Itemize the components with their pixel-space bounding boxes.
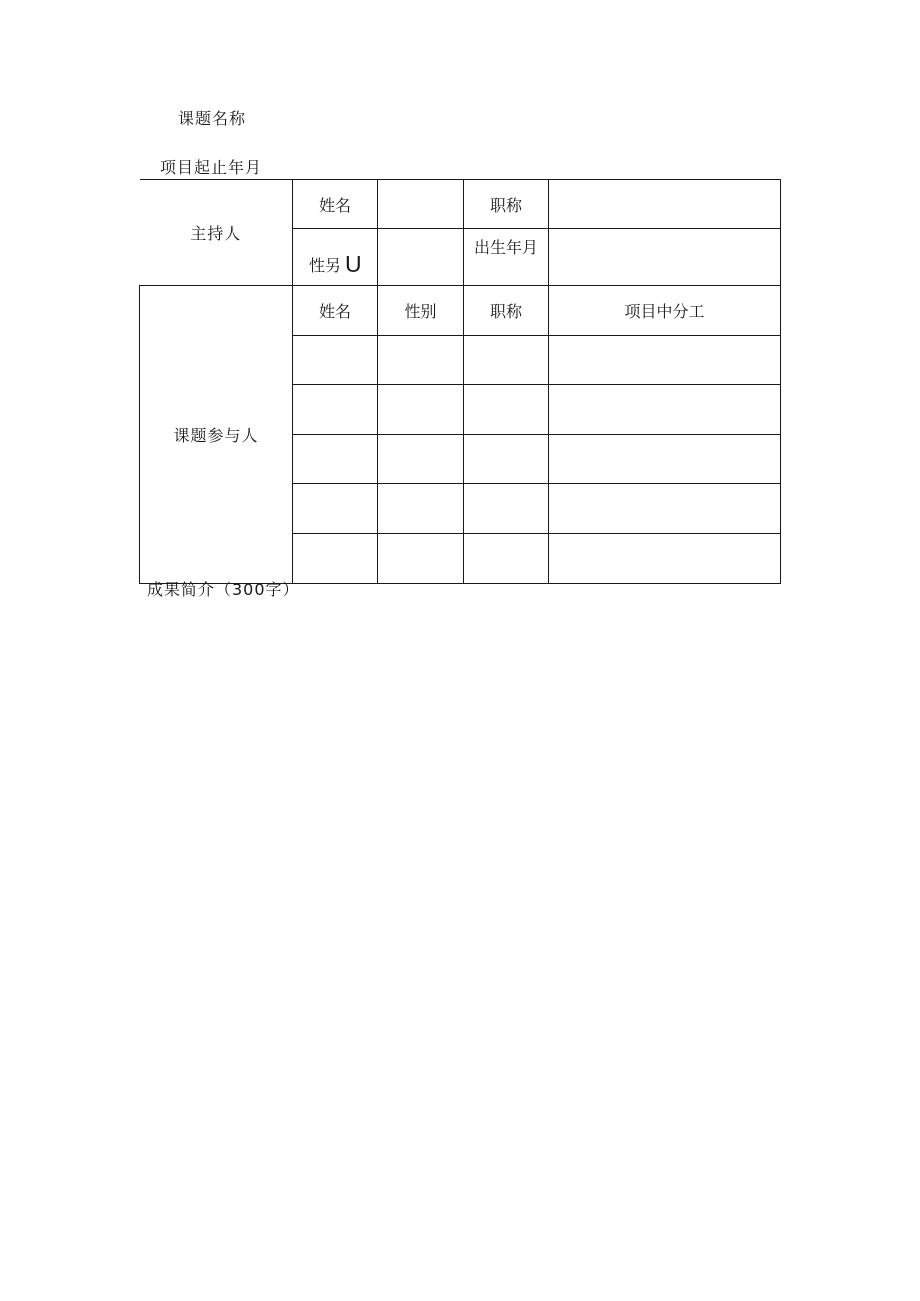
host-name-value[interactable]	[378, 180, 464, 229]
participant-gender-cell[interactable]	[378, 385, 464, 435]
participant-name-cell[interactable]	[293, 335, 378, 385]
participants-header-title: 职称	[464, 286, 549, 336]
participant-name-cell[interactable]	[293, 385, 378, 435]
host-label: 主持人	[140, 180, 293, 286]
participant-title-cell[interactable]	[464, 385, 549, 435]
host-birth-label: 出生年月	[464, 229, 549, 286]
participant-gender-cell[interactable]	[378, 335, 464, 385]
participants-label: 课题参与人	[140, 286, 293, 584]
host-row-1	[140, 180, 781, 229]
host-gender-label-cell	[293, 229, 378, 286]
participant-role-cell[interactable]	[549, 335, 781, 385]
host-gender-label: 性另	[309, 256, 342, 275]
participant-title-cell[interactable]	[464, 434, 549, 484]
project-info-table	[139, 179, 781, 584]
participant-title-cell[interactable]	[464, 484, 549, 534]
participant-gender-cell[interactable]	[378, 484, 464, 534]
host-gender-mark: U	[345, 251, 362, 277]
participant-role-cell[interactable]	[549, 533, 781, 583]
participant-title-cell[interactable]	[464, 335, 549, 385]
project-title-label: 课题名称	[178, 109, 247, 128]
participant-title-cell[interactable]	[464, 533, 549, 583]
participant-role-cell[interactable]	[549, 434, 781, 484]
participant-role-cell[interactable]	[549, 385, 781, 435]
participant-name-cell[interactable]	[293, 533, 378, 583]
participant-gender-cell[interactable]	[378, 434, 464, 484]
project-period-label: 项目起止年月	[160, 158, 263, 177]
participant-name-cell[interactable]	[293, 484, 378, 534]
participants-header-role: 项目中分工	[549, 286, 781, 336]
host-title-label: 职称	[464, 180, 549, 229]
participants-header-name: 姓名	[293, 286, 378, 336]
participants-header-row	[140, 286, 781, 336]
participant-gender-cell[interactable]	[378, 533, 464, 583]
host-gender-value[interactable]	[378, 229, 464, 286]
participant-name-cell[interactable]	[293, 434, 378, 484]
participant-role-cell[interactable]	[549, 484, 781, 534]
host-birth-value[interactable]	[549, 229, 781, 286]
host-name-label: 姓名	[293, 180, 378, 229]
participants-header-gender: 性别	[378, 286, 464, 336]
summary-label: 成果简介（300字）	[147, 580, 300, 599]
host-title-value[interactable]	[549, 180, 781, 229]
